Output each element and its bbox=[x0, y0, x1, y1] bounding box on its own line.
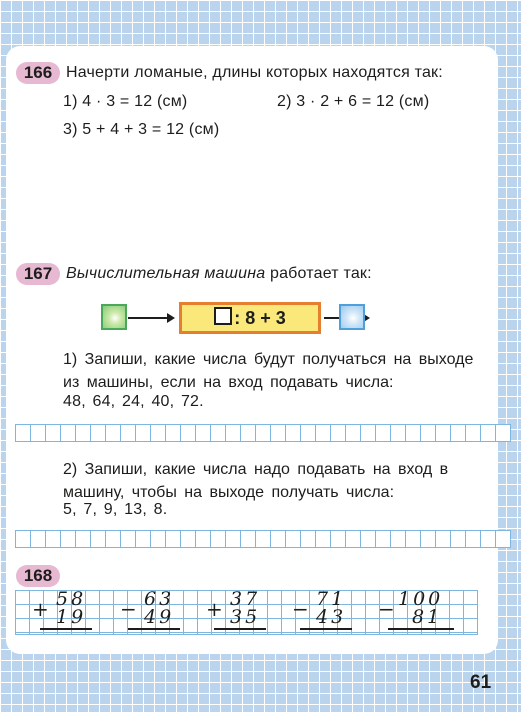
task-167-part2-numbers: 5, 7, 9, 13, 8. bbox=[63, 501, 168, 518]
calc-5-sign: − bbox=[378, 597, 395, 621]
calc-1-sign: + bbox=[32, 597, 49, 621]
answer-row-2[interactable] bbox=[16, 530, 511, 548]
machine-output-box bbox=[339, 304, 365, 330]
calc-4-top: 71 bbox=[316, 588, 347, 610]
answer-row-1[interactable] bbox=[16, 424, 511, 442]
calc-5-bottom: 81 bbox=[412, 606, 443, 628]
calc-1-bottom: 19 bbox=[56, 606, 87, 628]
calc-5-top: 100 bbox=[398, 588, 444, 610]
task-166-item-3: 3) 5 + 4 + 3 = 12 (см) bbox=[63, 121, 220, 138]
empty-square-icon bbox=[214, 307, 232, 325]
calc-2-top: 63 bbox=[144, 588, 175, 610]
task-166-badge: 166 bbox=[16, 62, 60, 84]
machine-input-box bbox=[101, 304, 127, 330]
calc-2-line bbox=[128, 628, 180, 630]
calc-4-sign: − bbox=[292, 597, 309, 621]
calc-3-top: 37 bbox=[230, 588, 261, 610]
calc-2-sign: − bbox=[120, 597, 137, 621]
calc-4-bottom: 43 bbox=[316, 606, 347, 628]
arrow-in-icon bbox=[128, 317, 173, 319]
task-167-part2-text: 2) Запиши, какие числа надо подавать на вход в машину, чтобы на выходе получать числа: bbox=[63, 461, 449, 501]
task-167-prompt-rest: работает так: bbox=[265, 265, 372, 282]
task-167-part1-text: 1) Запиши, какие числа будут получаться на выходе из машины, если на вход подавать числа: bbox=[63, 351, 474, 391]
task-166-item-2: 2) 3 · 2 + 6 = 12 (см) bbox=[277, 93, 430, 110]
task-167-part1-numbers: 48, 64, 24, 40, 72. bbox=[63, 393, 204, 410]
calc-4-line bbox=[300, 628, 352, 630]
task-167-prompt bbox=[66, 265, 372, 283]
machine-operation: : 8 + 3 bbox=[234, 308, 286, 328]
calc-1-top: 58 bbox=[56, 588, 87, 610]
task-167-badge: 167 bbox=[16, 263, 60, 285]
calc-2-bottom: 49 bbox=[144, 606, 175, 628]
task-168-badge: 168 bbox=[16, 565, 60, 587]
calc-3-bottom: 35 bbox=[230, 606, 261, 628]
task-166-item-1: 1) 4 · 3 = 12 (см) bbox=[63, 93, 188, 110]
page-number: 61 bbox=[470, 672, 492, 693]
calc-1-line bbox=[40, 628, 92, 630]
task-167-prompt-italic: Вычислительная машина bbox=[66, 265, 266, 282]
machine-box bbox=[179, 302, 321, 334]
calc-3-sign: + bbox=[206, 597, 223, 621]
calc-5-line bbox=[388, 628, 454, 630]
calc-3-line bbox=[214, 628, 266, 630]
task-166-prompt: Начерти ломаные, длины которых находятся так: bbox=[66, 64, 443, 81]
